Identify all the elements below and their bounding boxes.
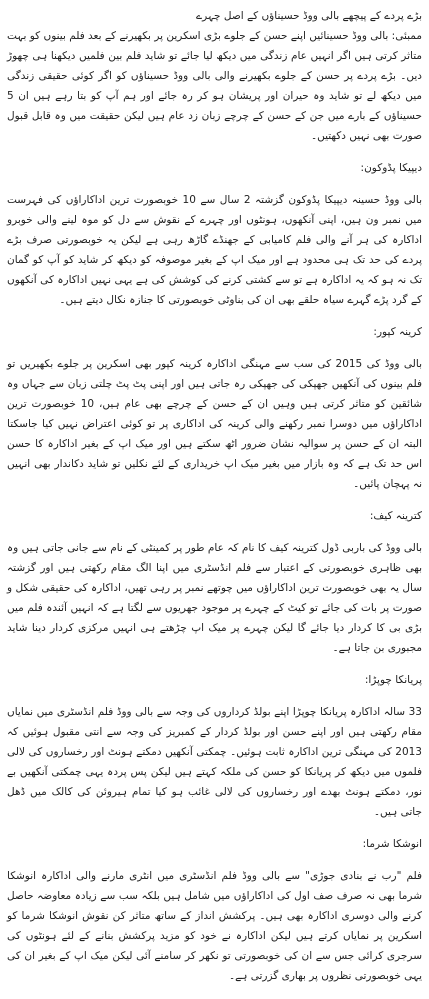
section-heading-anushka: انوشکا شرما:	[362, 838, 422, 850]
section-heading-deepika: دیپیکا پڈوکون:	[360, 162, 422, 174]
section-body-kareena: بالی ووڈ کی 2015 کی سب سے مہنگی اداکارہ کرینہ کپور بھی اسکرین پر جلوے بکھیریں تو فلم بینوں کی آنکھیں جھپکی کی جھپکی رہ جاتی ہیں اور اپنی پٹ پٹ چلتی زبان سے جہاں وہ شائقین کو متاثر کرتی ہیں وہیں ان کے حسن کے چرچے بھی عام ہیں، 10 خوبصورت ترین اداکاراؤں میں دوسرا نمبر رکھنے والی کرینہ کی اداکاری پر تو کوئی اعتراض نہیں کیا جاسکتا البتہ ان کے حسن پر سوالیہ نشان ضرور اٹھ سکتے ہیں اور میک اپ کے بغیر اداکارہ کا حسن اس حد تک ہے کہ وہ بازار میں بغیر میک اپ خریداری کے لئے نکلیں تو شاید دکاندار بھی انہیں نہ پہچان پائیں۔	[7, 358, 422, 490]
section-body-deepika: بالی ووڈ حسینہ دیپیکا پڈوکون گزشتہ 2 سال سے 10 خوبصورت ترین اداکاراؤں کی فہرست میں نمبر ون ہیں، اپنی آنکھوں، ہونٹوں اور چہرے کے نقوش سے دل کو موہ لینے والی خوبرو اداکارہ کی ہر آنے والی فلم کامیابی کے جھنڈے گاڑھ رہی ہے لیکن یہ خوبصورتی صرف بڑے پردے کی حد تک ہی محدود ہے اور میک اپ کے بغیر موصوفہ کو دیکھ کر شاید کو آپ کو گمان تک نہ ہو کہ یہ اداکارہ ہے تو سے کشتی کرنے کی کوشش کی ہے یہی نہیں اداکارہ کی آنکھوں کے گرد پڑے گہرے سیاہ حلقے بھی ان کی بناوٹی خوبصورتی کا جنازہ نکال دیتے ہیں۔	[7, 194, 422, 306]
section-heading-katrina: کترینہ کیف:	[369, 510, 422, 522]
article-intro: ممبئی: بالی ووڈ حسینائیں اپنے حسن کے جلوے بڑی اسکرین پر بکھیرنے کے بعد فلم بینوں کو بہت متاثر کرتی ہیں اگر انہیں عام زندگی میں دیکھ لیا جائے تو شاید فلم بین فلمیں دیکھنا ہی چھوڑ دیں۔ بڑے پردے پر حسن کے جلوے بکھیرنے والی بالی ووڈ حسیناؤں کو اگر کوئی حقیقی زندگی میں دیکھ لے تو شاید وہ حیران اور پریشان ہو کر رہ جائے اور ہم آپ کو بتا رہے ہیں ان 5 حسیناؤں کے بارے میں جن کے حسن کے چرچے زبان زد عام ہیں لیکن حقیقت میں وہ قابل قبول صورت بھی نہیں دکھتیں۔	[7, 30, 422, 142]
article-title: بڑے پردے کے پیچھے بالی ووڈ حسیناؤں کے اصل چہرے	[195, 10, 422, 22]
section-body-anushka: فلم "رب نے بنادی جوڑی" سے بالی ووڈ فلم انڈسٹری میں انٹری مارنے والی اداکارہ انوشکا شرما بھی نہ صرف صف اول کی اداکاراؤں میں شامل ہیں بلکہ سب سے زیادہ معاوضہ حاصل کرنے والی دوسری اداکارہ بھی ہیں۔ پرکشش انداز کے ساتھ متاثر کن نقوش انوشکا شرما کو اسکرین پر نمایاں کرتے ہیں لیکن اداکارہ نے خود کو مزید پرکشش بنانے کے لئے ہونٹوں کی سرجری کرائی جس سے ان کی خوبصورتی تو نکھر کر سامنے آئی لیکن میک اپ کے بغیر ان کی یہی خوبصورتی نظروں پر بھاری گزرتی ہے۔	[7, 870, 422, 982]
section-heading-priyanka: پریانکا چوپڑا:	[364, 674, 422, 686]
section-heading-kareena: کرینہ کپور:	[373, 326, 422, 338]
section-body-priyanka: 33 سالہ اداکارہ پریانکا چوپڑا اپنے بولڈ کرداروں کی وجہ سے بالی ووڈ فلم انڈسٹری میں نمایاں مقام رکھتی ہیں اور اپنے حسن اور بولڈ کردار کے کمبریز کی وجہ سے انتی مقبول ہوئیں کہ 2013 کی مہنگی ترین اداکارہ ثابت ہوئیں۔ چمکتی آنکھیں دمکتے ہونٹ اور رخساروں کی لالی فلموں میں دیکھ کر پریانکا کو حسن کی ملکہ کہتے ہیں لیکن پس پردہ یہی چمکتی آنکھیں بے نور، دمکتے ہونٹ بھدے اور رخساروں کی لالی غائب ہو کیا تمام ہیروئن کی کالک میں ڈھل جاتی ہیں۔	[7, 706, 422, 818]
section-body-katrina: بالی ووڈ کی باربی ڈول کترینہ کیف کا نام کہ عام طور پر کمینٹی کے نام سے جانی جاتی ہیں وہ بھی ظاہری خوبصورتی کے اعتبار سے فلم انڈسٹری میں اپنا الگ مقام رکھتی ہیں اور گزشتہ سال یہ بھی خوبصورت ترین اداکاراؤں میں چوتھے نمبر پر رہی تھیں، اداکارہ کی حقیقی شکل و صورت پر بات کی جائے تو کیٹ کے چہرے پر موجود جھریوں سے لگتا ہے کہ انہیں آئندہ فلم میں بڑی بی کا کردار دیا جائے گا لیکن چہرے پر میک اپ چڑھتے ہی انہیں مرکزی کردار دینا شاید مجبوری بن جاتا ہے۔	[7, 542, 422, 654]
